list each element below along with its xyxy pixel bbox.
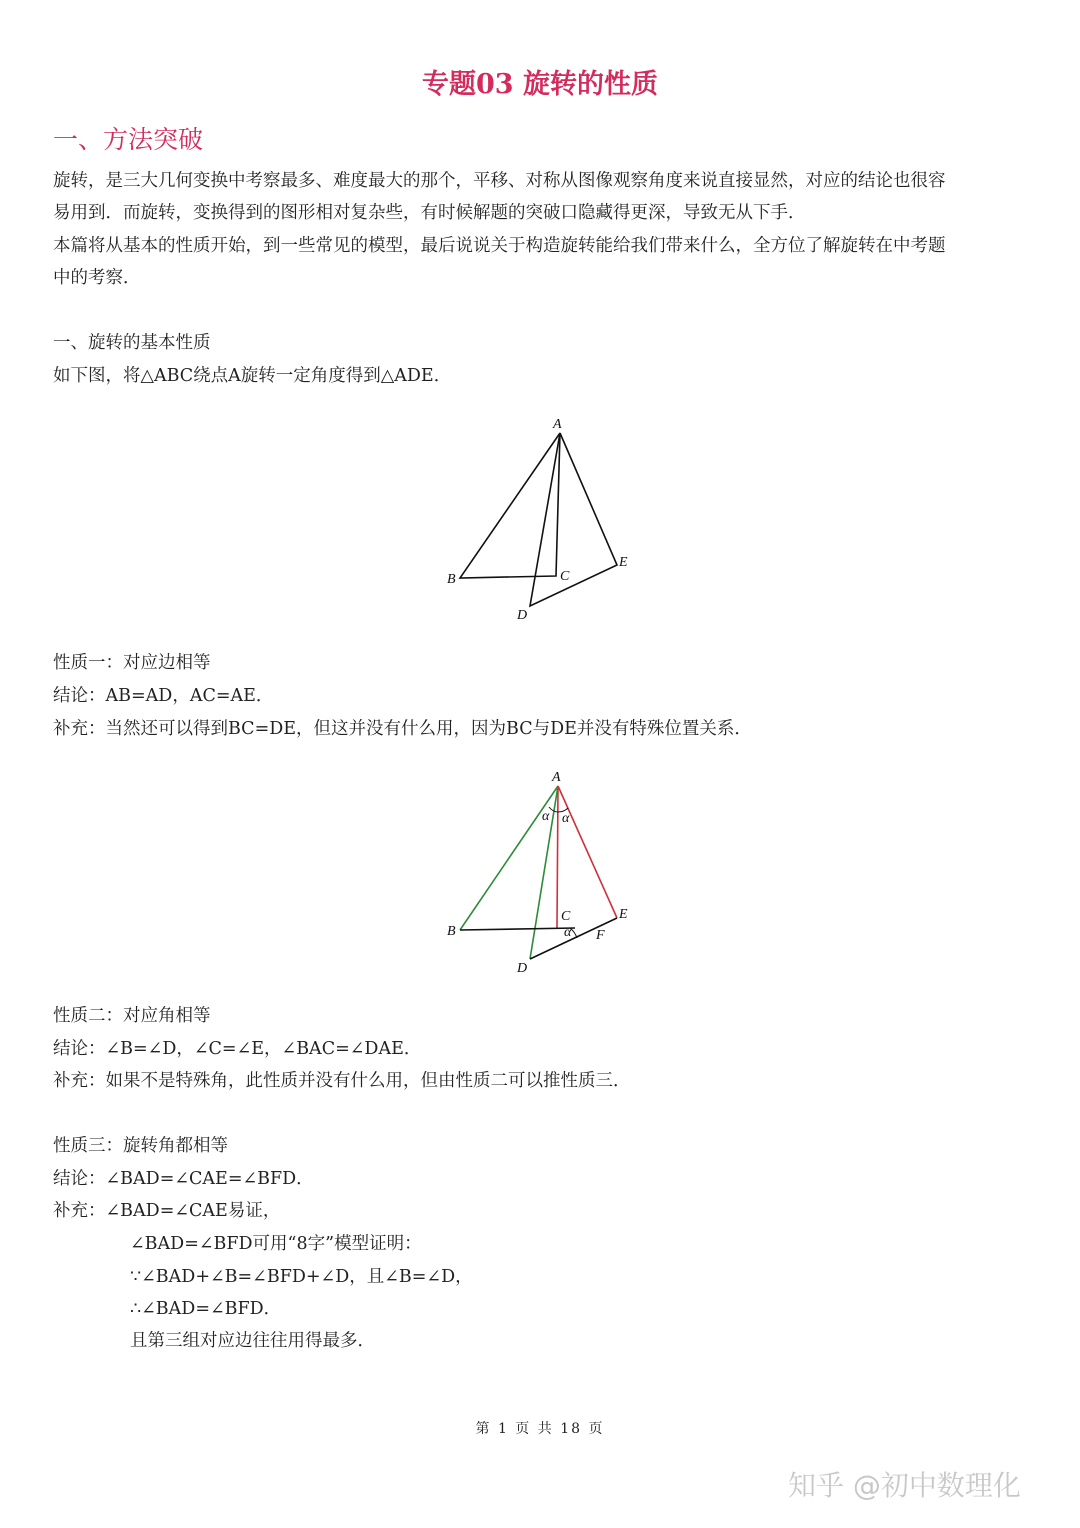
proof-line: ∵∠BAD+∠B=∠BFD+∠D，且∠B=∠D， [130, 1267, 473, 1287]
property-supplement: 补充：当然还可以得到BC=DE，但这并没有什么用，因为BC与DE并没有特殊位置关系． [53, 719, 752, 739]
intro-line: 本篇将从基本的性质开始，到一些常见的模型，最后说说关于构造旋转能给我们带来什么，全方位了解旋转在中考题 [53, 236, 946, 256]
watermark: 知乎 @初中数理化 [788, 1469, 1021, 1502]
property-title: 性质二：对应角相等 [53, 1006, 211, 1026]
figure-rotation-angles [460, 786, 617, 959]
label-e: E [619, 555, 628, 570]
segment-bc [460, 928, 575, 930]
label-b: B [447, 924, 456, 939]
property-supplement: 补充：如果不是特殊角，此性质并没有什么用，但由性质二可以推性质三． [53, 1071, 631, 1091]
label-c: C [560, 569, 570, 584]
proof-line: ∠BAD=∠BFD可用“8字”模型证明： [130, 1234, 422, 1254]
document-title: 专题03 旋转的性质 [422, 69, 658, 100]
part-description: 如下图，将△ABC绕点A旋转一定角度得到△ADE． [53, 366, 452, 386]
property-supplement: 补充：∠BAD=∠CAE易证， [53, 1201, 281, 1221]
label-b: B [447, 572, 456, 587]
proof-line: 且第三组对应边往往用得最多． [130, 1331, 375, 1351]
segment-ac [557, 786, 558, 928]
label-d: D [517, 608, 528, 623]
property-conclusion: 结论：AB=AD，AC=AE． [53, 686, 274, 706]
page-footer: 第 1 页 共 18 页 [475, 1421, 605, 1437]
property-title: 性质一：对应边相等 [53, 653, 211, 673]
intro-line: 中的考察． [53, 268, 141, 288]
label-a: A [552, 770, 561, 785]
label-c: C [561, 909, 571, 924]
alpha-label: α [562, 811, 570, 826]
section-heading: 一、方法突破 [53, 125, 204, 154]
label-e: E [619, 907, 628, 922]
label-d: D [517, 961, 528, 976]
proof-line: ∴∠BAD=∠BFD． [130, 1299, 282, 1319]
property-conclusion: 结论：∠BAD=∠CAE=∠BFD． [53, 1169, 314, 1189]
alpha-label: α [542, 809, 550, 824]
segment-ae [558, 786, 617, 918]
property-title: 性质三：旋转角都相等 [53, 1136, 228, 1156]
property-conclusion: 结论：∠B=∠D，∠C=∠E，∠BAC=∠DAE． [53, 1039, 422, 1059]
alpha-label: α [564, 925, 572, 940]
label-f: F [596, 928, 605, 943]
figure-rotation-basic [460, 433, 617, 606]
triangle-abc [460, 433, 560, 578]
intro-line: 易用到．而旋转，变换得到的图形相对复杂些，有时候解题的突破口隐藏得更深，导致无从下手． [53, 203, 806, 223]
label-a: A [553, 417, 562, 432]
segment-ab [460, 786, 558, 930]
intro-line: 旋转，是三大几何变换中考察最多、难度最大的那个，平移、对称从图像观察角度来说直接显然，对应的结论也很容 [53, 171, 946, 191]
part-heading: 一、旋转的基本性质 [53, 333, 211, 353]
